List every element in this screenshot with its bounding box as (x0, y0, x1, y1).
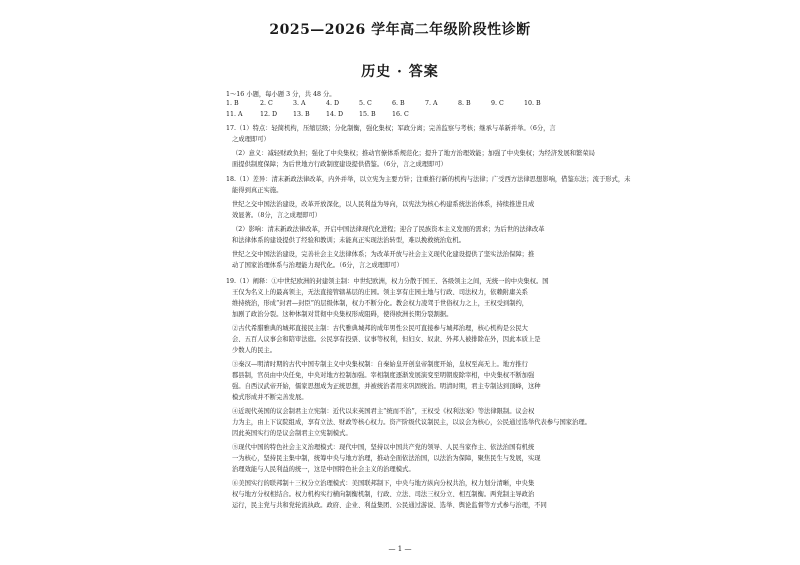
q19-line: 郡县制，官员由中央任免，中央对地方控制加强。宰相制度逐渐发展演变至明朝废除宰相，中央集权不断加强 (232, 372, 535, 379)
answer-item: 6. B (392, 100, 405, 107)
answer-item: 11. A (226, 111, 243, 118)
answer-item: 15. B (359, 111, 376, 118)
answer-item: 3. A (293, 100, 306, 107)
q18-line: 和法律体系的建设提供了经验和教训；未能真正实现法治转型，难以挽救统治危机。 (232, 237, 465, 244)
answer-item: 14. D (326, 111, 344, 118)
q19-line: 维持统治，形成“封君—封臣”的层级体制，权力不断分化。教会权力凌驾于世俗权力之上，王权受到制约， (232, 300, 529, 307)
answer-item: 7. A (425, 100, 438, 107)
q17-line: 之成理即可） (232, 136, 270, 143)
q18-line: 能得到真正实施。 (232, 187, 283, 194)
document-title: 2025—2026 学年高二年级阶段性诊断 (269, 22, 531, 38)
q19-line: 强。自西汉武帝开始，儒家思想成为正统思想，并被统治者用来巩固统治。明清时期，君主专制达到顶峰，这种 (232, 383, 541, 390)
q18-line: 世纪之交中国法治建设，完善社会主义法律体系；为改革开放与社会主义现代化建设提供了坚实法治保障；推 (232, 251, 535, 258)
answer-item: 1. B (226, 100, 239, 107)
q17-line: （2）意义：减轻财政负担；强化了中央集权；推动官僚体系规范化；提升了地方治理效能；加强了中央集权；为经济发展和繁荣局 (232, 150, 595, 157)
answer-item: 4. D (326, 100, 340, 107)
q19-line: ②古代希腊雅典的城邦直接民主制：古代雅典城邦的成年男性公民可直接参与城邦治理，核心机构是公民大 (232, 325, 528, 332)
mc-answer-row-2 (226, 111, 786, 119)
answer-item: 8. B (458, 100, 471, 107)
q17-line: 面提供制度保障；为后世地方行政制度建设提供借鉴。（6分，言之成理即可） (232, 161, 447, 168)
q18-line: 世纪之交中国法治建设，改革开放深化，以人民利益为导向，以宪法为核心构建系统法治体系，持续推进且成 (232, 201, 535, 208)
q19-line: 王仅为名义上的最高领主，无法直接管辖基层的庄园。领主享有庄园土地与行政、司法权力，依赖附庸关系 (232, 289, 528, 296)
q19-line: 19.（1）阐释：①中世纪欧洲的封建领主制：中世纪欧洲，权力分散于国王、各级领主之间，无统一的中央集权。国 (226, 278, 549, 285)
q18-line: 动了国家治理体系与治理能力现代化。（6分，言之成理即可） (232, 262, 403, 269)
q19-line: 权与地方分权相结合。权力机构实行横向制衡机制，行政、立法、司法三权分立、相互制衡。两党制主导政治 (232, 491, 535, 498)
q19-line: 会、五百人议事会和陪审法庭。公民享有投票、议事等权利，但妇女、奴隶、外邦人被排除在外，因此本质上是 (232, 336, 541, 343)
q19-line: 加剧了政治分裂。这种体制对贯彻中央集权形成阻碍，使得欧洲长期分裂割据。 (232, 311, 453, 318)
q19-line: 少数人的民主。 (232, 347, 277, 354)
page-number: — 1 — (388, 545, 412, 553)
q19-line: ⑥美国实行的联邦制＋三权分立治理模式：美国联邦制下，中央与地方纵向分权共治，权力划分清晰，中央集 (232, 480, 535, 487)
q19-line: 治理效能与人民利益的统一，这是中国特色社会主义的治理模式。 (232, 466, 415, 473)
answer-item: 13. B (293, 111, 310, 118)
q19-line: ③秦汉—明清时期的古代中国专制主义中央集权制：自秦始皇开创皇帝制度开始，皇权至高无上。地方推行 (232, 361, 528, 368)
q19-line: ⑤现代中国的特色社会主义治理模式：现代中国，坚持以中国共产党的领导、人民当家作主、依法治国有机统 (232, 444, 535, 451)
q19-line: 力为主，由上下议院组成，享有立法、财政等核心权力。资产阶级代议制民主，以议会为核心，公民通过选举代表参与国家治理。 (232, 419, 591, 426)
q19-line: 模式形成并不断完善发展。 (232, 394, 308, 401)
mc-intro: 1～16 小题，每小题 3 分，共 48 分。 (226, 91, 336, 98)
q17-line: 17.（1）特点：轻简机构，压缩层级；分化制衡，强化集权；军政分离；完善监察与考核；继承与革新并举。（6分，言 (226, 125, 556, 132)
q19-line: ④近现代英国的议会制君主立宪制：近代以来英国君主“统而不治”，王权受《权利法案》等法律限制。议会权 (232, 408, 535, 415)
answer-item: 10. B (524, 100, 541, 107)
answer-item: 2. C (260, 100, 273, 107)
q19-line: 运行，民主党与共和党轮流执政。政府、企业、利益集团、公民通过游说、选举、舆论监督等方式参与治理，不同 (232, 502, 547, 509)
q19-line: 因此英国实行的是议会制君主立宪制模式。 (232, 430, 352, 437)
answer-item: 9. C (491, 100, 504, 107)
q19-line: 一为核心，坚持民主集中制，统筹中央与地方治理，推动全面依法治国，以法治为保障，聚焦民生与发展，实现 (232, 455, 541, 462)
q18-line: 效显著。（8分，言之成理即可） (232, 212, 322, 219)
subject-title: 历史 · 答案 (361, 64, 439, 80)
q18-line: （2）影响：清末新政法律改革，开启中国法律现代化进程；迎合了民族资本主义发展的需求；为后世的法律改革 (232, 226, 545, 233)
answer-item: 12. D (260, 111, 278, 118)
answer-item: 5. C (359, 100, 372, 107)
answer-item: 16. C (392, 111, 409, 118)
mc-answer-row-1 (226, 100, 786, 108)
q18-line: 18.（1）差异：清末新政法律改革，内外并举，以立宪为主要方针；注重推行新的机构与法律；广受西方法律思想影响，借鉴东法；流于形式，未 (226, 176, 631, 183)
